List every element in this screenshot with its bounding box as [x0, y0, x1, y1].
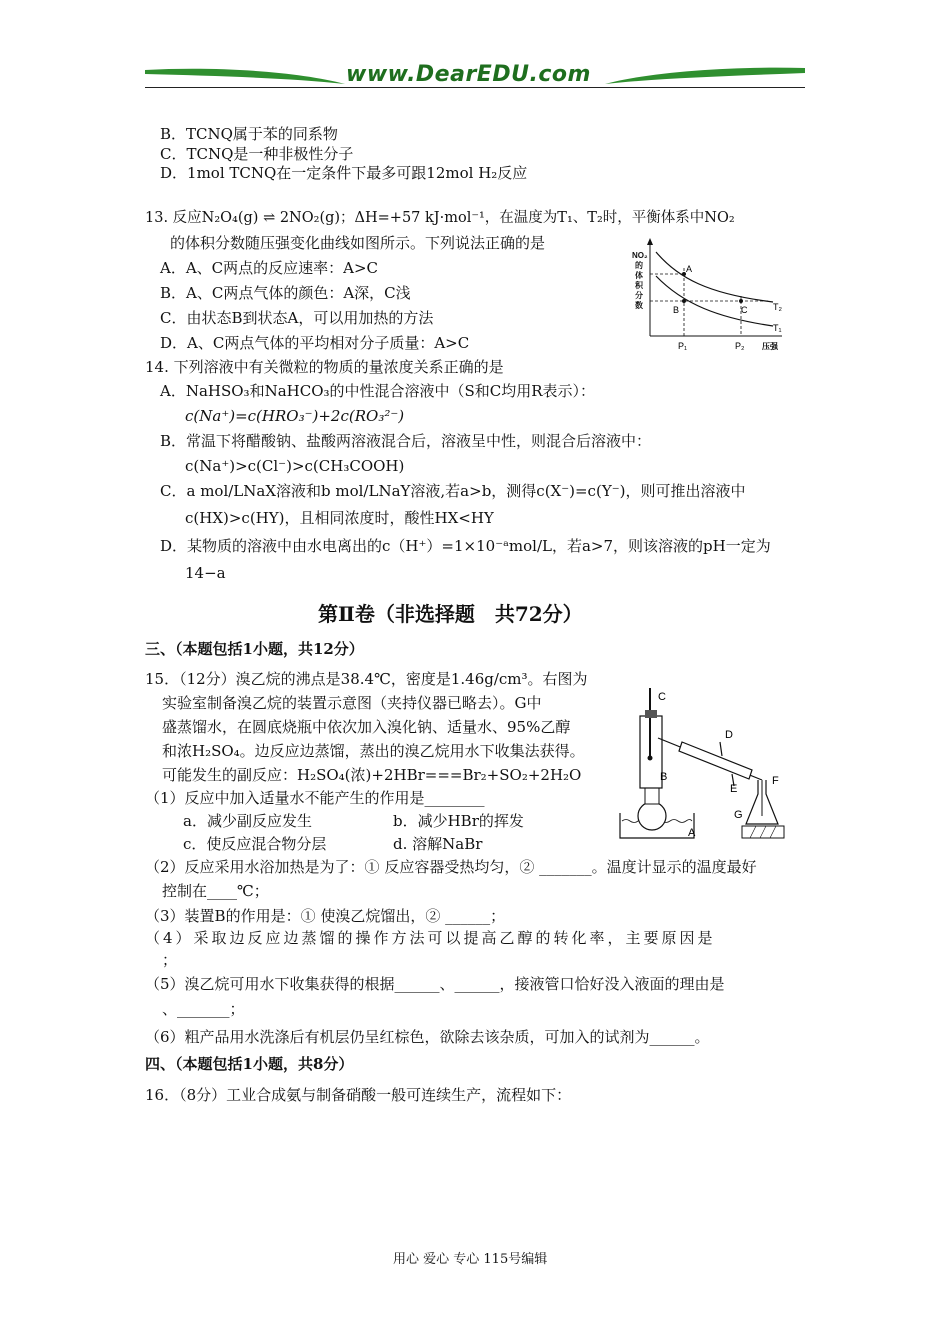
q15-sub-5-line-2: 、_______； — [162, 1000, 245, 1018]
q15-line-2: 实验室制备溴乙烷的装置示意图（夹持仪器已略去）。G中 — [162, 694, 542, 712]
label-f: F — [772, 775, 779, 787]
point-b — [682, 299, 686, 303]
q15-apparatus-diagram — [612, 676, 812, 846]
q13-option-c: C．由状态B到状态A，可以用加热的方法 — [160, 309, 434, 327]
point-c — [739, 299, 743, 303]
banner-swoosh-right — [605, 68, 805, 84]
label-e: E — [730, 783, 738, 795]
q14-option-a-2: c(Na⁺)=c(HRO₃⁻)+2c(RO₃²⁻) — [185, 407, 405, 425]
q13-stem-2: 的体积分数随压强变化曲线如图所示。下列说法正确的是 — [170, 234, 546, 252]
q13-option-b: B．A、C两点气体的颜色：A深，C浅 — [160, 284, 411, 302]
page-footer: 用心 爱心 专心 115号编辑 — [393, 1252, 548, 1267]
p1-label: P₁ — [678, 341, 688, 351]
y-label-0: NO₂ — [632, 251, 648, 260]
y-axis-arrow — [647, 238, 653, 245]
header-rule — [145, 87, 805, 88]
q12-option-b: B．TCNQ属于苯的同系物 — [160, 125, 338, 143]
q14-option-a-1: A．NaHSO₃和NaHCO₃的中性混合溶液中（S和C均用R表示）： — [160, 382, 596, 400]
q15-sub-1-option-b: b．减少HBr的挥发 — [393, 812, 524, 830]
label-a: A — [688, 827, 696, 839]
q15-sub-6: （6）粗产品用水洗涤后有机层仍呈红棕色，欲除去该杂质，可加入的试剂为______。 — [145, 1028, 710, 1046]
q15-line-1: 15．（12分）溴乙烷的沸点是38.4℃，密度是1.46g/cm³。右图为 — [145, 670, 588, 688]
q15-sub-1-option-d: d. 溶解NaBr — [393, 835, 483, 853]
condenser-jacket — [679, 742, 752, 779]
label-b: B — [660, 771, 668, 783]
y-label-3: 积 — [635, 281, 643, 290]
label-d: D — [725, 729, 733, 741]
q15-line-4: 和浓H₂SO₄。边反应边蒸馏，蒸出的溴乙烷用水下收集法获得。 — [162, 742, 585, 760]
q13-stem-1: 13. 反应N₂O₄(g) ⇌ 2NO₂(g)；ΔH=+57 kJ·mol⁻¹，在温度为T₁、T₂时，平衡体系中NO₂ — [145, 210, 735, 226]
part2-title: 第Ⅱ卷（非选择题 共72分） — [318, 602, 583, 626]
inlet-d — [720, 742, 722, 756]
q14-option-d-2: 14−a — [185, 564, 226, 582]
t2-label: T₂ — [773, 302, 782, 312]
x-axis-label: 压强 — [762, 342, 778, 351]
section-4-heading: 四、（本题包括1小题，共8分） — [145, 1055, 354, 1073]
label-g: G — [734, 809, 743, 821]
q14-option-b-1: B．常温下将醋酸钠、盐酸两溶液混合后，溶液呈中性，则混合后溶液中： — [160, 432, 652, 450]
y-label-5: 数 — [635, 301, 643, 310]
y-label-1: 的 — [635, 261, 643, 270]
point-c-label: C — [741, 305, 748, 315]
y-label-2: 体 — [635, 271, 643, 280]
thermometer-bulb — [648, 756, 653, 761]
q15-sub-4-line-1: （4）采取边反应边蒸馏的操作方法可以提高乙醇的转化率，主要原因是 — [145, 929, 716, 947]
q15-sub-1-option-c: c．使反应混合物分层 — [183, 835, 327, 853]
q15-sub-1-option-a: a．减少副反应发生 — [183, 812, 312, 830]
q16-stem: 16．（8分）工业合成氨与制备硝酸一般可连续生产，流程如下： — [145, 1086, 572, 1104]
section-3-heading: 三、（本题包括1小题，共12分） — [145, 640, 364, 658]
stopper — [645, 710, 657, 718]
banner-swoosh-left — [145, 69, 345, 84]
q13-graph — [628, 238, 788, 356]
q15-sub-2-line-1: （2）反应采用水浴加热是为了：① 反应容器受热均匀，② _______。温度计显示的温度最好 — [145, 858, 757, 876]
q15-line-5: 可能发生的副反应：H₂SO₄(浓)+2HBr===Br₂+SO₂+2H₂O — [162, 766, 582, 784]
q15-line-3: 盛蒸馏水，在圆底烧瓶中依次加入溴化钠、适量水、95%乙醇 — [162, 718, 571, 736]
q15-sub-2-line-2: 控制在____℃； — [162, 882, 269, 900]
q15-sub-4-line-2: ； — [162, 951, 178, 969]
q14-option-d-1: D．某物质的溶液中由水电离出的c（H⁺）=1×10⁻ᵃmol/L，若a>7，则该溶液的pH一定为 — [160, 537, 771, 555]
y-axis-label — [632, 251, 648, 310]
round-bottom-flask — [638, 802, 666, 830]
q13-option-d: D．A、C两点气体的平均相对分子质量：A>C — [160, 334, 470, 352]
q12-option-c: C．TCNQ是一种非极性分子 — [160, 145, 354, 163]
q13-option-a: A．A、C两点的反应速率：A>C — [160, 259, 379, 277]
p2-label: P₂ — [735, 341, 745, 351]
q12-option-d: D．1mol TCNQ在一定条件下最多可跟12mol H₂反应 — [160, 164, 528, 182]
q14-option-c-2: c(HX)>c(HY)，且相同浓度时，酸性HX<HY — [185, 509, 494, 527]
t1-label: T₁ — [773, 323, 782, 333]
curve-t2 — [656, 252, 773, 302]
q15-sub-1: （1）反应中加入适量水不能产生的作用是________ — [145, 789, 485, 807]
point-b-label: B — [673, 305, 680, 315]
q14-stem: 14. 下列溶液中有关微粒的物质的量浓度关系正确的是 — [145, 358, 504, 376]
q15-sub-5-line-1: （5）溴乙烷可用水下收集获得的根据______、______，接液管口恰好没入液面的理由是 — [145, 975, 725, 993]
q15-sub-3: （3）装置B的作用是：① 使溴乙烷馏出，② ______； — [145, 907, 506, 925]
site-title: www.DearEDU.com — [346, 62, 591, 87]
q14-option-b-2: c(Na⁺)>c(Cl⁻)>c(CH₃COOH) — [185, 457, 405, 475]
point-a-label: A — [686, 264, 693, 274]
q14-option-c-1: C．a mol/LNaX溶液和b mol/LNaY溶液,若a>b，测得c(X⁻)=c(Y⁻)，则可推出溶液中 — [160, 482, 746, 500]
label-c: C — [658, 691, 666, 703]
flask-neck — [645, 786, 659, 804]
y-label-4: 分 — [635, 291, 643, 300]
